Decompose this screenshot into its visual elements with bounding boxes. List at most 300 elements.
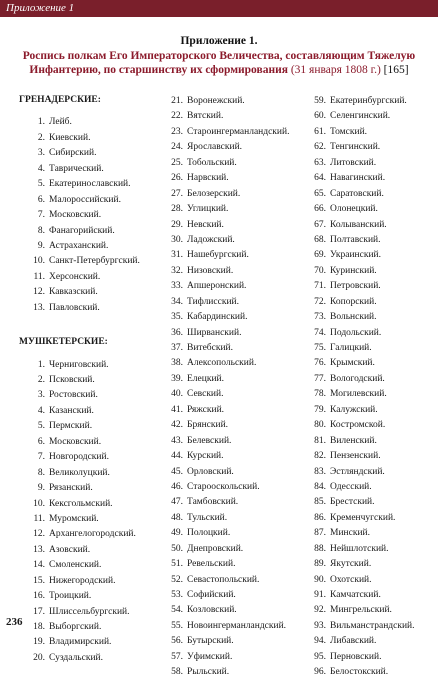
item-number: 7. [37,210,45,221]
regiment-name: Нашебургский. [187,250,249,261]
regiment-name: Кременчугский. [330,512,396,523]
item-number: 11. [33,271,45,282]
item-number: 4. [37,163,45,174]
list-item [155,573,289,588]
regiment-name: Староингерманландский. [187,126,290,137]
regiment-name: Эстляндский. [330,466,385,477]
list-item [298,279,414,294]
list-item [19,373,140,388]
item-number: 9. [37,483,45,494]
list-item [155,480,289,495]
regiment-name: Галицкий. [330,343,372,353]
list-item [155,418,289,433]
list-item [155,140,289,155]
list-item [155,557,289,572]
item-number: 12. [33,287,45,298]
item-number: 56. [171,636,183,647]
item-number: 45. [171,466,183,477]
item-number: 72. [314,296,326,307]
item-number: 26. [171,173,183,184]
item-number: 60. [314,111,326,122]
list-item [155,171,289,186]
regiment-name: Полтавский. [330,234,381,245]
column-3 [298,94,414,681]
column-2 [155,94,289,681]
list-item [155,295,289,310]
list-item [19,404,140,419]
subtitle-text: Инфантерию, по старшинству их сформирования [29,64,288,76]
regiment-name: Минский. [330,528,370,539]
regiment-name: Селенгинский. [330,111,391,122]
regiment-name: Рязанский. [49,483,93,494]
item-number: 7. [37,452,45,463]
list-item [19,620,140,635]
regiment-name: Павловский. [49,302,100,313]
list-item [298,665,414,680]
item-number: 34. [171,296,183,307]
list-item [19,270,140,285]
item-number: 41. [171,404,183,415]
item-number: 63. [314,157,326,168]
item-number: 15. [33,575,45,586]
item-number: 11. [33,513,45,524]
regiment-name: Орловский. [187,466,234,477]
list-item [298,248,414,263]
list-item [155,264,289,279]
list-item [298,573,414,588]
list-item [155,634,289,649]
item-number: 1. [37,359,45,370]
regiment-name: Охотский. [330,574,372,585]
regiment-name: Петровский. [330,281,381,292]
item-number: 80. [314,420,326,431]
item-number: 43. [171,435,183,446]
item-number: 12. [33,529,45,540]
regiment-name: Суздальский. [49,652,104,663]
item-number: 42. [171,420,183,431]
list-item [155,310,289,325]
list-item [298,140,414,155]
list-item [298,557,414,572]
item-number: 71. [314,281,326,292]
regiment-name: Куринский. [330,265,377,276]
list-item [298,465,414,480]
item-number: 81. [314,435,326,446]
regiment-name: Архангелогородский. [49,529,136,540]
item-number: 50. [171,543,183,554]
regiment-name: Могилевский. [330,389,387,400]
regiment-name: Воронежский. [187,96,245,106]
musketeers-list-3 [298,94,414,681]
regiment-name: Украинский. [330,250,382,261]
regiment-name: Муромский. [49,513,99,524]
list-item [19,543,140,558]
list-item [298,341,414,356]
regiment-name: Киевский. [49,132,91,143]
item-number: 54. [171,605,183,616]
regiment-name: Великолуцкий. [49,467,110,478]
regiment-name: Одесский. [330,481,372,492]
regiment-name: Вильманстрандский. [330,620,415,631]
item-number: 30. [171,234,183,245]
item-number: 76. [314,358,326,369]
item-number: 47. [171,497,183,508]
grenadiers-list [19,115,140,316]
list-item [19,651,140,666]
regiment-name: Ярославский. [187,142,243,153]
list-item [19,605,140,620]
running-header-bar [0,0,438,17]
list-item [298,403,414,418]
appendix-title: Приложение 1. [180,35,258,47]
item-number: 22. [171,111,183,122]
regiment-name: Кексгольмский. [49,498,113,509]
section-heading-musketeers: МУШКЕТЕРСКИЕ: [19,337,108,348]
regiment-name: Ревельский. [187,559,236,570]
regiment-name: Выборгский. [49,622,102,632]
item-number: 6. [37,194,45,205]
list-item [298,109,414,124]
regiment-name: Новгородский. [49,452,109,463]
regiment-name: Рыльский. [187,667,230,678]
list-item [155,650,289,665]
page-number: 236 [6,616,23,628]
item-number: 69. [314,250,326,261]
regiment-name: Белевский. [187,435,232,446]
regiment-name: Перновский. [330,651,382,662]
list-item [19,527,140,542]
list-item [19,419,140,434]
item-number: 68. [314,234,326,245]
item-number: 10. [33,256,45,267]
item-number: 86. [314,512,326,523]
regiment-name: Литовский. [330,157,377,168]
regiment-name: Днепровский. [187,543,244,554]
regiment-name: Фанагорийский. [49,225,115,236]
regiment-name: Белозерский. [187,188,241,199]
regiment-name: Лейб. [49,117,72,128]
regiment-name: Екатеринославский. [49,179,131,190]
appendix-subtitle-line1: Роспись полкам Его Императорского Величества, составляющим Тяжелую [22,50,416,62]
regiment-name: Екатеринбургский. [330,96,407,106]
list-item [19,193,140,208]
list-item [19,239,140,254]
list-item [298,171,414,186]
list-item [155,187,289,202]
list-item [19,224,140,239]
list-item [19,162,140,177]
item-number: 66. [314,204,326,215]
list-item [298,511,414,526]
section-heading-grenadiers: ГРЕНАДЕРСКИЕ: [19,95,101,105]
list-item [155,526,289,541]
list-item [155,588,289,603]
regiment-name: Тульский. [187,512,228,523]
list-item [19,435,140,450]
item-number: 77. [314,373,326,384]
regiment-name: Невский. [187,219,224,230]
regiment-name: Московский. [49,210,102,221]
regiment-name: Санкт-Петербургский. [49,256,140,267]
item-number: 82. [314,451,326,462]
regiment-name: Елецкий. [187,373,225,384]
regiment-name: Вятский. [187,111,224,122]
item-number: 61. [314,126,326,137]
regiment-name: Колыванский. [330,219,387,230]
item-number: 17. [33,606,45,617]
item-number: 39. [171,373,183,384]
list-item [19,131,140,146]
item-number: 13. [33,302,45,313]
list-item [19,254,140,269]
regiment-name: Сибирский. [49,148,97,159]
subtitle-date: (31 января 1808 г.) [290,64,381,76]
list-item [298,156,414,171]
regiment-name: Камчатский. [330,590,381,600]
item-number: 31. [171,250,183,261]
regiment-name: Астраханский. [49,240,109,251]
list-item [155,202,289,217]
item-number: 3. [37,390,45,401]
list-item [298,202,414,217]
list-item [19,450,140,465]
regiment-name: Козловский. [187,605,237,616]
list-item [298,310,414,325]
item-number: 35. [171,312,183,323]
list-item [298,526,414,541]
list-item [298,218,414,233]
list-item [19,589,140,604]
regiment-name: Калужский. [330,404,378,415]
list-item [155,665,289,680]
regiment-name: Полоцкий. [187,528,231,539]
item-number: 27. [171,188,183,199]
item-number: 23. [171,126,183,137]
item-number: 94. [314,636,326,647]
list-item [298,387,414,402]
item-number: 79. [314,404,326,415]
regiment-name: Копорский. [330,296,377,307]
item-number: 53. [171,590,183,600]
regiment-name: Нарвский. [187,173,229,184]
list-item [19,358,140,373]
list-item [155,218,289,233]
item-number: 70. [314,265,326,276]
item-number: 67. [314,219,326,230]
item-number: 5. [37,179,45,190]
regiment-name: Подольский. [330,327,382,338]
item-number: 33. [171,281,183,292]
list-item [19,481,140,496]
item-number: 75. [314,343,326,353]
item-number: 87. [314,528,326,539]
regiment-name: Кавказский. [49,287,98,298]
item-number: 49. [171,528,183,539]
appendix-subtitle-line2 [0,64,438,76]
item-number: 83. [314,466,326,477]
regiment-name: Алексопольский. [187,358,257,369]
regiment-name: Витебский. [187,343,233,353]
item-number: 65. [314,188,326,199]
item-number: 2. [37,375,45,385]
regiment-name: Апшеронский. [187,281,247,292]
list-item [155,511,289,526]
list-item [298,94,414,109]
regiment-name: Нижегородский. [49,575,116,586]
item-number: 38. [171,358,183,369]
item-number: 9. [37,240,45,251]
item-number: 3. [37,148,45,159]
list-item [298,418,414,433]
item-number: 58. [171,667,183,678]
subtitle-reference: [165] [383,64,409,76]
item-number: 51. [171,559,183,570]
item-number: 8. [37,467,45,478]
regiment-name: Бутырский. [187,636,234,647]
item-number: 8. [37,225,45,236]
item-number: 37. [171,343,183,353]
list-item [19,301,140,316]
item-number: 48. [171,512,183,523]
list-item [298,650,414,665]
list-item [298,233,414,248]
list-item [155,449,289,464]
list-item [298,434,414,449]
list-item [19,466,140,481]
regiment-name: Московский. [49,436,102,447]
list-item [155,403,289,418]
regiment-name: Ширванский. [187,327,242,338]
regiment-name: Углицкий. [187,204,229,215]
musketeers-list-1 [19,358,140,667]
list-item [155,156,289,171]
regiment-name: Ряжский. [187,404,225,415]
list-item [155,542,289,557]
regiment-name: Нейшлотский. [330,543,389,554]
item-number: 16. [33,591,45,602]
regiment-name: Вольнский. [330,312,377,323]
item-number: 73. [314,312,326,323]
list-item [298,542,414,557]
regiment-name: Севский. [187,389,224,400]
regiment-name: Пензенский. [330,451,381,462]
column-1 [19,93,140,666]
item-number: 28. [171,204,183,215]
list-item [155,495,289,510]
regiment-name: Саратовский. [330,188,384,199]
list-item [19,146,140,161]
item-number: 88. [314,543,326,554]
list-item [298,264,414,279]
regiment-name: Тифлисский. [187,296,239,307]
list-item [19,574,140,589]
regiment-name: Херсонский. [49,271,101,282]
regiment-name: Уфимский. [187,651,233,662]
list-item [19,285,140,300]
item-number: 55. [171,620,183,631]
regiment-name: Либавский. [330,636,377,647]
list-item [298,125,414,140]
item-number: 5. [37,421,45,432]
regiment-name: Брянский. [187,420,229,431]
regiment-name: Брестский. [330,497,375,508]
item-number: 21. [171,96,183,106]
list-item [19,512,140,527]
list-item [19,177,140,192]
item-number: 20. [33,652,45,663]
list-item [19,115,140,130]
regiment-name: Пермский. [49,421,93,432]
item-number: 84. [314,481,326,492]
regiment-name: Костромской. [330,420,386,431]
item-number: 4. [37,405,45,416]
regiment-name: Старооскольский. [187,481,260,492]
list-item [298,356,414,371]
list-item [19,497,140,512]
regiment-name: Крымский. [330,358,375,369]
item-number: 13. [33,544,45,555]
regiment-name: Таврический. [49,163,104,174]
item-number: 64. [314,173,326,184]
list-item [298,634,414,649]
list-item [298,480,414,495]
regiment-name: Азовский. [49,544,91,555]
item-number: 19. [33,637,45,648]
list-item [298,449,414,464]
item-number: 52. [171,574,183,585]
item-number: 46. [171,481,183,492]
regiment-name: Вологодский. [330,373,385,384]
regiment-name: Олонецкий. [330,204,378,215]
regiment-name: Мингрельский. [330,605,392,616]
list-item [298,619,414,634]
regiment-name: Псковский. [49,375,95,385]
list-item [298,603,414,618]
list-item [298,372,414,387]
item-number: 2. [37,132,45,143]
list-item [155,465,289,480]
regiment-name: Виленский. [330,435,377,446]
regiment-name: Тенгинский. [330,142,381,153]
regiment-name: Ладожский. [187,234,235,245]
list-item [298,295,414,310]
list-item [155,341,289,356]
list-item [298,495,414,510]
regiment-name: Тамбовский. [187,497,239,508]
list-item [155,434,289,449]
regiment-name: Навагинский. [330,173,386,184]
regiment-name: Троицкий. [49,591,92,602]
list-item [155,372,289,387]
regiment-name: Софийский. [187,590,236,600]
running-title: Приложение 1 [6,2,75,14]
item-number: 91. [314,590,326,600]
item-number: 1. [37,117,45,128]
regiment-name: Смоленский. [49,560,102,571]
item-number: 32. [171,265,183,276]
item-number: 18. [33,622,45,632]
item-number: 24. [171,142,183,153]
item-number: 25. [171,157,183,168]
item-number: 62. [314,142,326,153]
item-number: 40. [171,389,183,400]
item-number: 96. [314,667,326,678]
regiment-name: Шлиссельбургский. [49,606,130,617]
list-item [155,387,289,402]
item-number: 90. [314,574,326,585]
list-item [155,279,289,294]
list-item [155,619,289,634]
